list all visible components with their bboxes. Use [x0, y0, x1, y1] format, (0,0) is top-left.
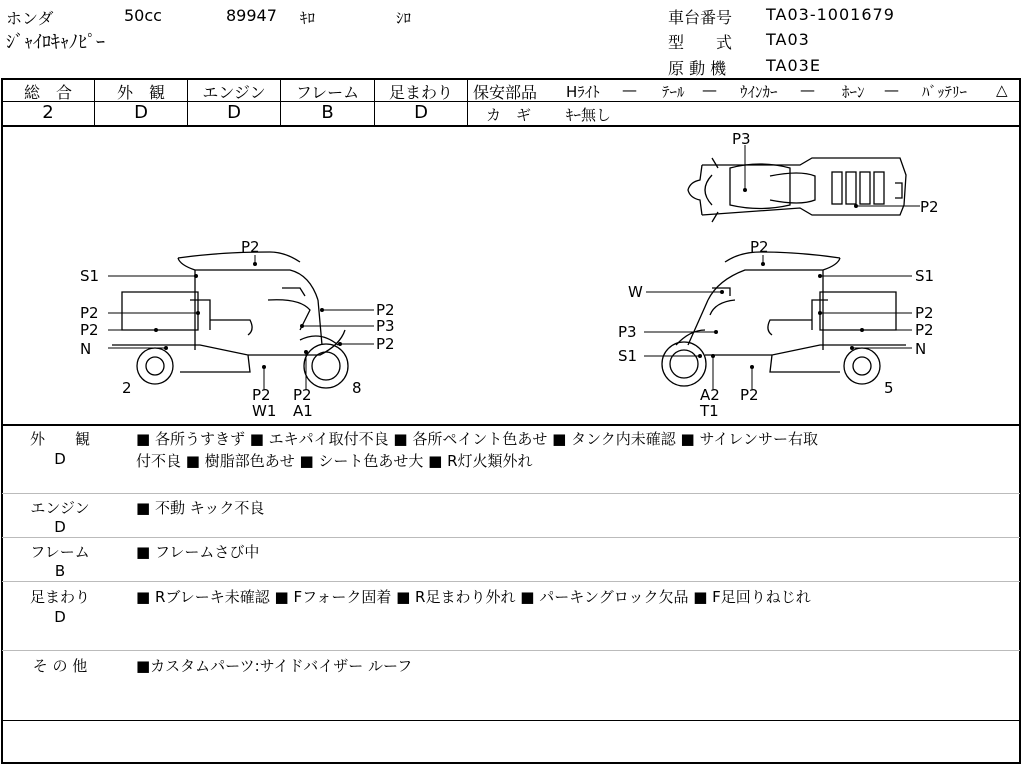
grade-value-frame: B: [321, 102, 334, 123]
grade-value-exterior: D: [134, 102, 148, 123]
mark-right-p2-roof: P2: [750, 238, 769, 256]
chassis-label: 車台番号: [668, 8, 733, 27]
mark-left-p2-box: P2: [80, 304, 99, 322]
grade-value-engine: D: [227, 102, 241, 123]
grade-value-suspension: D: [414, 102, 428, 123]
mark-left-8: 8: [352, 379, 362, 397]
grade-label-exterior: 外 観: [116, 83, 165, 102]
grade-label-total: 総 合: [23, 83, 72, 102]
remark-grade-frame: B: [54, 562, 66, 580]
mark-left-p2-body: P2: [80, 321, 99, 339]
mark-top-p2: P2: [920, 198, 939, 216]
mark-right-p2-box: P2: [915, 304, 934, 322]
remark-label-other: そ の 他: [32, 657, 88, 675]
safety-horn-value: —: [884, 81, 899, 99]
engine-label: 原 動 機: [668, 59, 727, 78]
mark-left-p2-front: P2: [293, 386, 312, 404]
remark-text-exterior-1: ■ 各所うすきず ■ エキパイ取付不良 ■ 各所ペイント色あせ ■ タンク内未確認 ■ サイレンサー右取: [136, 430, 819, 448]
remark-text-frame: ■ フレームさび中: [136, 543, 260, 561]
mileage: 89947: [226, 6, 277, 25]
mark-left-p3: P3: [376, 317, 395, 335]
remark-label-suspension: 足まわり: [29, 588, 90, 606]
safety-battery: ﾊﾞｯﾃﾘｰ: [922, 83, 968, 101]
key-value: ｷｰ無し: [566, 106, 612, 124]
remark-label-engine: エンジン: [30, 499, 90, 517]
safety-tail-value: —: [702, 81, 717, 99]
maker-name: ホンダ: [6, 9, 54, 28]
engine-value: TA03E: [766, 56, 821, 75]
mark-right-p2-floor: P2: [740, 386, 759, 404]
type-value: TA03: [766, 30, 810, 49]
damage-diagram: [0, 126, 1024, 424]
mark-right-p2-body: P2: [915, 321, 934, 339]
remark-text-engine: ■ 不動 キック不良: [136, 499, 265, 517]
mark-right-s1-front: S1: [618, 347, 638, 365]
top-view-vehicle: [688, 158, 906, 222]
safety-battery-value: △: [996, 81, 1008, 99]
mark-left-s1: S1: [80, 267, 100, 285]
remark-label-frame: フレーム: [30, 543, 90, 561]
right-side-vehicle: [662, 252, 906, 386]
safety-winker: ｳｲﾝｶｰ: [740, 83, 778, 101]
grade-label-engine: エンジン: [202, 83, 266, 102]
mark-left-n: N: [80, 340, 92, 358]
grade-value-total: 2: [42, 102, 54, 123]
type-label: 型 式: [668, 33, 733, 52]
mark-right-t1: T1: [700, 402, 719, 420]
mark-left-p2-shield: P2: [376, 301, 395, 319]
chassis-number: TA03-1001679: [766, 5, 895, 24]
mark-left-w1: W1: [252, 402, 277, 420]
mark-left-p2-floor: P2: [252, 386, 271, 404]
grade-label-suspension: 足まわり: [388, 83, 453, 102]
remark-text-suspension: ■ Rブレーキ未確認 ■ Fフォーク固着 ■ R足まわり外れ ■ パーキングロック欠品 ■ F足回りねじれ: [136, 588, 811, 606]
left-side-vehicle: [112, 252, 348, 388]
remark-grade-exterior: D: [54, 450, 66, 468]
mark-right-p3: P3: [618, 323, 637, 341]
safety-headlight: Hﾗｲﾄ: [566, 83, 600, 101]
model-name: ｼﾞｬｲﾛｷｬﾉﾋﾟｰ: [6, 32, 105, 53]
color: ｼﾛ: [396, 9, 412, 27]
mark-right-a2: A2: [700, 386, 720, 404]
safety-tail: ﾃｰﾙ: [662, 83, 685, 101]
mark-right-n: N: [915, 340, 927, 358]
remark-text-exterior-2: 付不良 ■ 樹脂部色あせ ■ シート色あせ大 ■ R灯火類外れ: [136, 452, 533, 470]
mileage-unit: ｷﾛ: [300, 9, 316, 27]
mark-left-a1: A1: [293, 402, 313, 420]
remark-text-other: ■カスタムパーツ:サイドバイザー ルーフ: [136, 657, 413, 675]
mark-right-5: 5: [884, 379, 894, 397]
mark-right-s1: S1: [915, 267, 935, 285]
key-label: カ ギ: [486, 106, 532, 124]
safety-winker-value: —: [800, 81, 815, 99]
safety-horn: ﾎｰﾝ: [842, 83, 865, 101]
mark-top-p3: P3: [732, 130, 751, 148]
grade-label-frame: フレーム: [295, 83, 360, 102]
safety-label: 保安部品: [473, 83, 538, 102]
remark-grade-engine: D: [54, 518, 66, 536]
mark-left-p2-fender: P2: [376, 335, 395, 353]
mark-right-w: W: [628, 283, 643, 301]
remark-grade-suspension: D: [54, 608, 66, 626]
safety-headlight-value: —: [622, 81, 637, 99]
mark-left-p2-roof: P2: [241, 238, 260, 256]
mark-left-2: 2: [122, 379, 132, 397]
displacement: 50cc: [124, 6, 162, 25]
remark-label-exterior: 外 観: [29, 430, 90, 448]
